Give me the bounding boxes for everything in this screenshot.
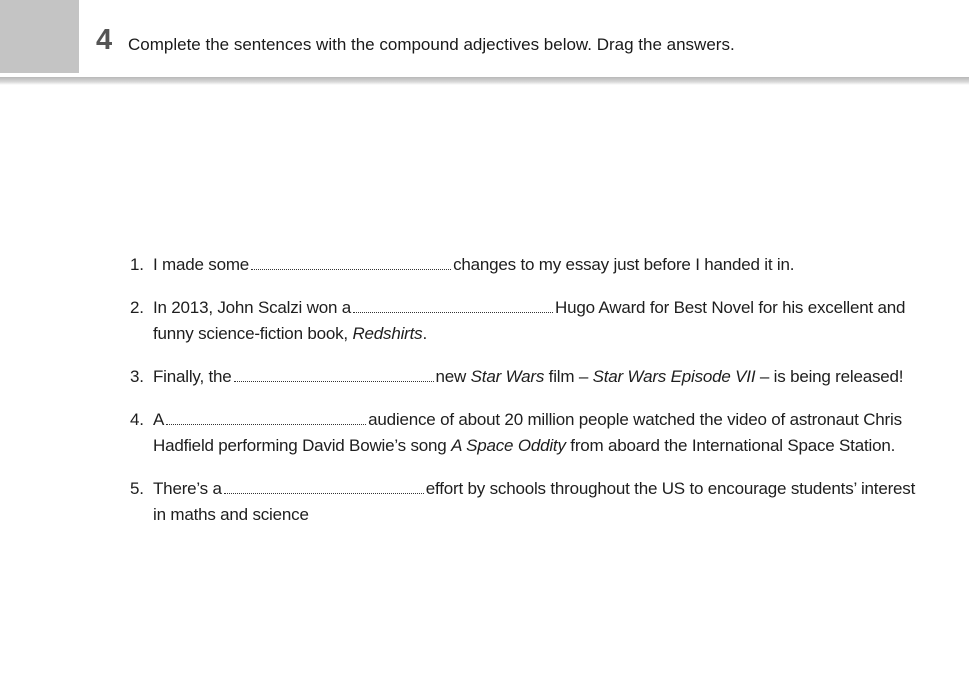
exercise-number: 4 [96,24,113,56]
header-divider [0,77,969,85]
answer-drop-zone-2[interactable] [353,296,553,313]
sentence-text-after: Hugo Award for Best Novel for his excellent and funny science-fiction book, [153,298,906,343]
sentence-text-after: effort by schools throughout the US to encourage students’ interest in maths and science [153,479,916,524]
sentence-number: 3. [130,367,144,386]
sentence-list [130,252,930,545]
sentence-number: 2. [130,298,144,317]
sentence-text-end: . [422,324,428,343]
sentence-text-before: Finally, the [153,367,232,386]
sentence-text-end: – is being released! [759,367,904,386]
sentence-text-after: audience of about 20 million people watched the video of astronaut Chris Hadfield performing David Bowie’s song [153,410,902,455]
answer-drop-zone-4[interactable] [166,408,366,425]
book-title: Redshirts [352,324,423,343]
sentence-5 [130,476,930,528]
exercise-header [0,0,969,79]
sentence-text-middle: film – [548,367,589,386]
sentence-number: 4. [130,410,144,429]
sentence-1 [130,252,930,278]
sentence-number: 1. [130,255,144,274]
sentence-text-before: There’s a [153,479,222,498]
sentence-2 [130,295,930,347]
sentence-text-after: changes to my essay just before I handed it in. [453,255,795,274]
answer-drop-zone-1[interactable] [251,253,451,270]
exercise-number-box [0,0,79,73]
exercise-instruction: Complete the sentences with the compound adjectives below. Drag the answers. [128,35,735,54]
sentence-number: 5. [130,479,144,498]
sentence-text-before: A [153,410,165,429]
sentence-text-end: from aboard the International Space Station. [570,436,896,455]
film-title: Star Wars [470,367,545,386]
sentence-3 [130,364,930,390]
sentence-text-before: In 2013, John Scalzi won a [153,298,351,317]
song-title: A Space Oddity [451,436,566,455]
sentence-text-before: I made some [153,255,250,274]
sentence-text-after: new [435,367,467,386]
sentence-4 [130,407,930,459]
answer-drop-zone-5[interactable] [224,477,424,494]
answer-drop-zone-3[interactable] [234,365,434,382]
film-episode-title: Star Wars Episode VII [592,367,756,386]
